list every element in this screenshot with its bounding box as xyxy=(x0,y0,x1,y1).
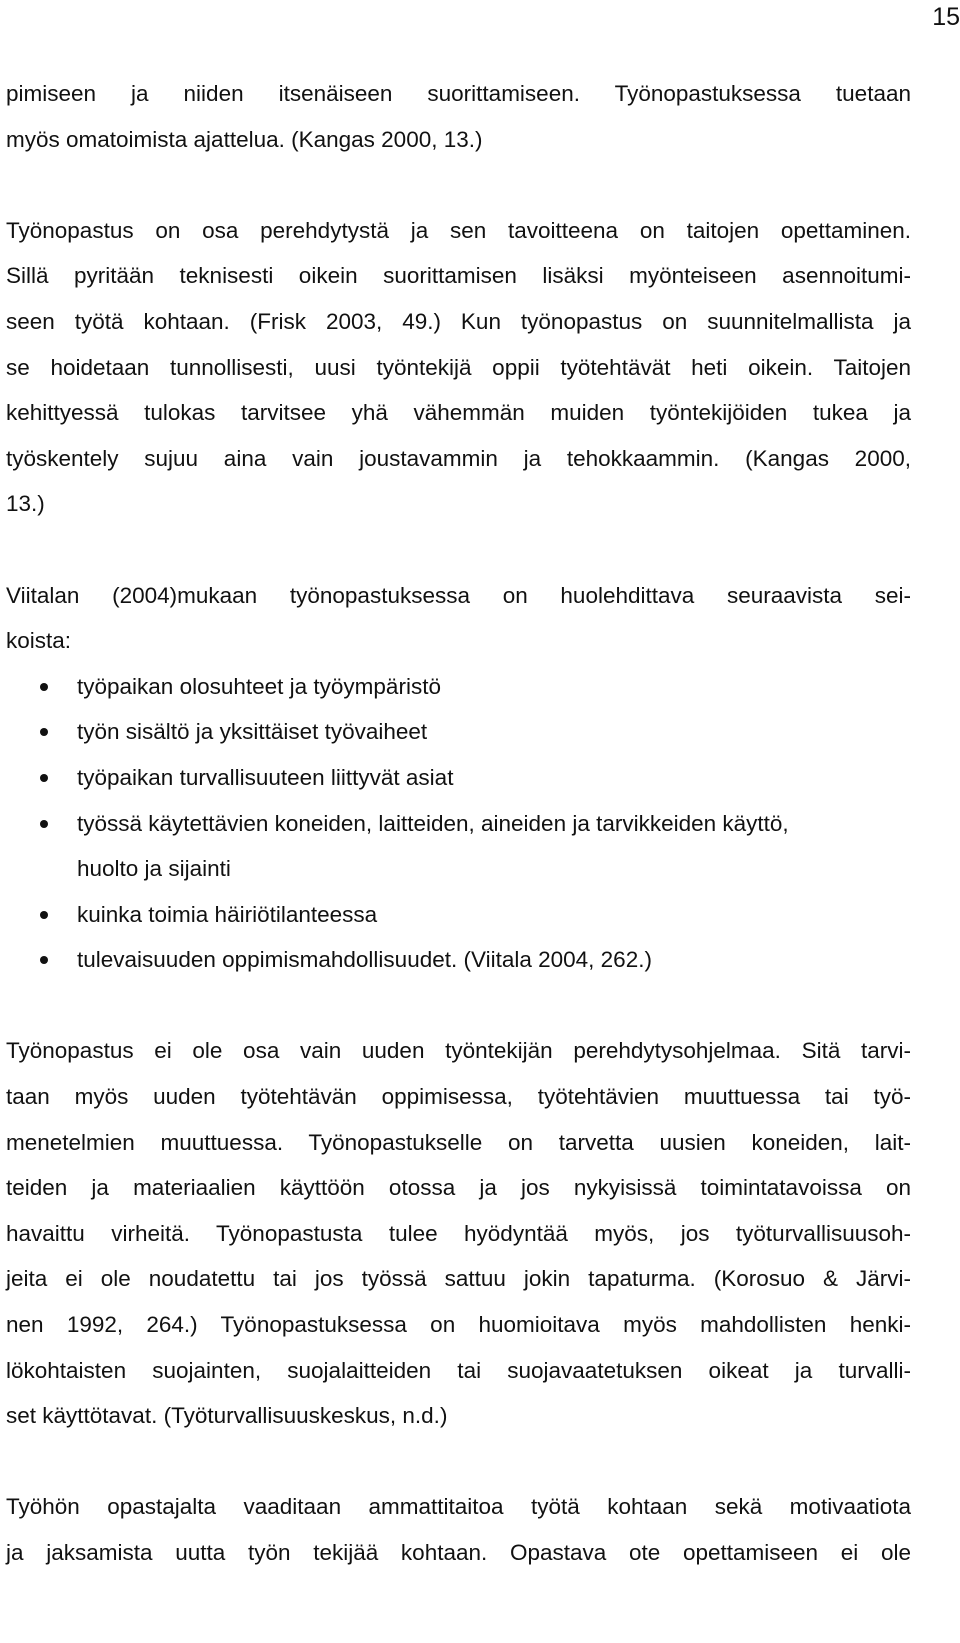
list-item xyxy=(6,664,911,710)
text-line: Työnopastus ei ole osa vain uuden työntekijän perehdytysohjelmaa. Sitä tarvi- xyxy=(6,1038,911,1064)
list-item xyxy=(6,937,911,983)
bullet-icon xyxy=(40,683,48,691)
list-item-text: työpaikan turvallisuuteen liittyvät asiat xyxy=(77,764,454,790)
page-number: 15 xyxy=(932,3,960,31)
list-item-text: kuinka toimia häiriötilanteessa xyxy=(77,901,378,927)
list-item-text: tulevaisuuden oppimismahdollisuudet. (Viitala 2004, 262.) xyxy=(77,947,652,973)
paragraph-2 xyxy=(6,208,911,527)
text-line: havaittu virheitä. Työnopastusta tulee hyödyntää myös, jos työturvallisuusoh- xyxy=(6,1220,911,1246)
list-item xyxy=(6,801,911,847)
list-item-text: työn sisältö ja yksittäiset työvaiheet xyxy=(77,719,428,745)
paragraph-1 xyxy=(6,71,911,162)
text-line: se hoidetaan tunnollisesti, uusi työntekijä oppii työtehtävät heti oikein. Taitojen xyxy=(6,354,911,380)
text-line: Viitalan (2004)mukaan työnopastuksessa on huolehdittava seuraavista sei- xyxy=(6,582,911,608)
paragraph-3 xyxy=(6,573,911,664)
bullet-icon xyxy=(40,820,48,828)
text-line: lökohtaisten suojainten, suojalaitteiden tai suojavaatetuksen oikeat ja turvalli- xyxy=(6,1357,911,1383)
text-line: Sillä pyritään teknisesti oikein suorittamisen lisäksi myönteiseen asennoitumi- xyxy=(6,263,911,289)
paragraph-5 xyxy=(6,1484,911,1575)
bullet-icon xyxy=(40,911,48,919)
bullet-icon xyxy=(40,774,48,782)
text-line: 13.) xyxy=(6,491,45,517)
text-line: menetelmien muuttuessa. Työnopastukselle on tarvetta uusien koneiden, lait- xyxy=(6,1129,911,1155)
text-line: Työnopastus on osa perehdytystä ja sen tavoitteena on taitojen opettaminen. xyxy=(6,217,911,243)
paragraph-4 xyxy=(6,1028,911,1438)
text-line: jeita ei ole noudatettu tai jos työssä sattuu jokin tapaturma. (Korosuo & Järvi- xyxy=(6,1266,911,1292)
text-line: taan myös uuden työtehtävän oppimisessa, työtehtävien muuttuessa tai työ- xyxy=(6,1084,911,1110)
bullet-list xyxy=(6,664,911,983)
text-line: kehittyessä tulokas tarvitsee yhä vähemmän muiden työntekijöiden tukea ja xyxy=(6,400,911,426)
text-line: ja jaksamista uutta työn tekijää kohtaan. Opastava ote opettamiseen ei ole xyxy=(6,1540,911,1565)
list-item xyxy=(6,755,911,801)
text-line: pimiseen ja niiden itsenäiseen suorittamiseen. Työnopastuksessa tuetaan xyxy=(6,81,911,106)
list-item-text: työpaikan olosuhteet ja työympäristö xyxy=(77,673,441,699)
document-body xyxy=(6,71,911,1576)
list-item-text: huolto ja sijainti xyxy=(77,856,231,882)
text-line: työskentely sujuu aina vain joustavammin ja tehokkaammin. (Kangas 2000, xyxy=(6,445,911,471)
text-line: myös omatoimista ajattelua. (Kangas 2000, 13.) xyxy=(6,126,483,152)
list-item xyxy=(6,709,911,755)
text-line: Työhön opastajalta vaaditaan ammattitaitoa työtä kohtaan sekä motivaatiota xyxy=(6,1494,911,1520)
bullet-icon xyxy=(40,728,48,736)
text-line: set käyttötavat. (Työturvallisuuskeskus, n.d.) xyxy=(6,1403,448,1429)
list-item xyxy=(6,892,911,938)
text-line: teiden ja materiaalien käyttöön otossa ja jos nykyisissä toimintatavoissa on xyxy=(6,1175,911,1201)
text-line: seen työtä kohtaan. (Frisk 2003, 49.) Kun työnopastus on suunnitelmallista ja xyxy=(6,308,911,334)
bullet-icon xyxy=(40,956,48,964)
list-item-text: työssä käytettävien koneiden, laitteiden, aineiden ja tarvikkeiden käyttö, xyxy=(77,810,789,836)
list-item-continuation xyxy=(6,846,911,892)
text-line: koista: xyxy=(6,628,72,654)
text-line: nen 1992, 264.) Työnopastuksessa on huomioitava myös mahdollisten henki- xyxy=(6,1312,911,1338)
